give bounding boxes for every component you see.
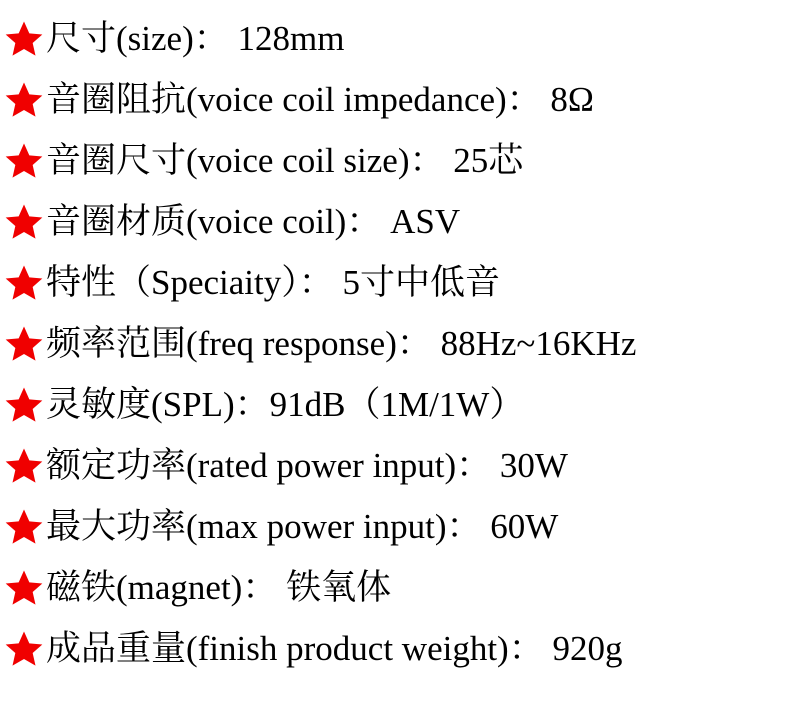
spec-text: 灵敏度(SPL)：91dB（1M/1W） <box>46 385 525 424</box>
star-icon <box>4 202 44 242</box>
spec-text: 音圈尺寸(voice coil size)： 25芯 <box>46 141 524 180</box>
spec-text: 最大功率(max power input)： 60W <box>46 507 559 546</box>
star-icon <box>4 568 44 608</box>
list-item <box>4 557 807 618</box>
star-icon <box>4 80 44 120</box>
list-item <box>4 618 807 679</box>
list-item <box>4 374 807 435</box>
star-icon <box>4 19 44 59</box>
list-item <box>4 130 807 191</box>
list-item <box>4 252 807 313</box>
spec-text: 额定功率(rated power input)： 30W <box>46 446 568 485</box>
spec-text: 频率范围(freq response)： 88Hz~16KHz <box>46 324 637 363</box>
star-icon <box>4 385 44 425</box>
spec-text: 音圈阻抗(voice coil impedance)： 8Ω <box>46 80 594 119</box>
spec-text: 尺寸(size)： 128mm <box>46 19 345 58</box>
spec-text: 音圈材质(voice coil)： ASV <box>46 202 461 241</box>
list-item <box>4 496 807 557</box>
star-icon <box>4 324 44 364</box>
star-icon <box>4 263 44 303</box>
spec-text: 特性（Speciaity）： 5寸中低音 <box>46 263 500 302</box>
list-item <box>4 8 807 69</box>
spec-text: 磁铁(magnet)： 铁氧体 <box>46 568 392 607</box>
list-item <box>4 191 807 252</box>
list-item <box>4 313 807 374</box>
star-icon <box>4 629 44 669</box>
list-item <box>4 435 807 496</box>
star-icon <box>4 446 44 486</box>
star-icon <box>4 507 44 547</box>
list-item <box>4 69 807 130</box>
spec-text: 成品重量(finish product weight)： 920g <box>46 629 623 668</box>
star-icon <box>4 141 44 181</box>
